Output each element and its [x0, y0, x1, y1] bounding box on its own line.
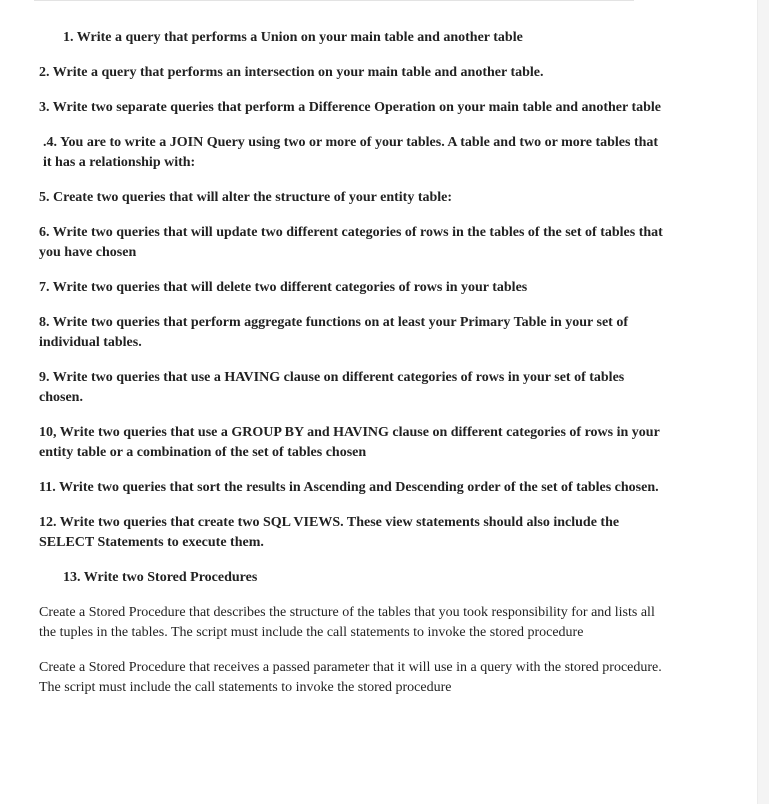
assignment-content [39, 28, 669, 713]
scrollbar-track[interactable] [757, 0, 769, 804]
top-divider [34, 0, 634, 1]
instruction-item-8: 8. Write two queries that perform aggregate functions on at least your Primary Table in your set of individual tables. [39, 315, 628, 350]
instruction-item-9: 9. Write two queries that use a HAVING clause on different categories of rows in your set of tables chosen. [39, 370, 625, 405]
instruction-item-7: 7. Write two queries that will delete two different categories of rows in your tables [39, 280, 528, 295]
instruction-item-5: 5. Create two queries that will alter the structure of your entity table: [39, 190, 453, 205]
stored-procedure-paragraph-1: Create a Stored Procedure that describes the structure of the tables that you took responsibility for and lists all the tuples in the tables. The script must include the call statements to invoke the stored procedure [39, 605, 655, 640]
instruction-item-11: 11. Write two queries that sort the results in Ascending and Descending order of the set of tables chosen. [39, 480, 659, 495]
instruction-item-3: 3. Write two separate queries that perform a Difference Operation on your main table and another table [39, 100, 662, 115]
instruction-item-2: 2. Write a query that performs an intersection on your main table and another table. [39, 65, 544, 80]
instruction-item-6: 6. Write two queries that will update two different categories of rows in the tables of the set of tables that you have chosen [39, 225, 663, 260]
instruction-item-12: 12. Write two queries that create two SQL VIEWS. These view statements should also include the SELECT Statements to execute them. [39, 515, 620, 550]
instruction-item-13: 13. Write two Stored Procedures [63, 570, 258, 585]
stored-procedure-paragraph-2: Create a Stored Procedure that receives a passed parameter that it will use in a query with the stored procedure. The script must include the call statements to invoke the stored procedure [39, 660, 662, 695]
instruction-item-4: .4. You are to write a JOIN Query using two or more of your tables. A table and two or more tables that it has a relationship with: [43, 135, 659, 170]
instruction-item-1: 1. Write a query that performs a Union on your main table and another table [63, 30, 523, 45]
instruction-item-10: 10, Write two queries that use a GROUP BY and HAVING clause on different categories of rows in your entity table or a combination of the set of tables chosen [39, 425, 660, 460]
